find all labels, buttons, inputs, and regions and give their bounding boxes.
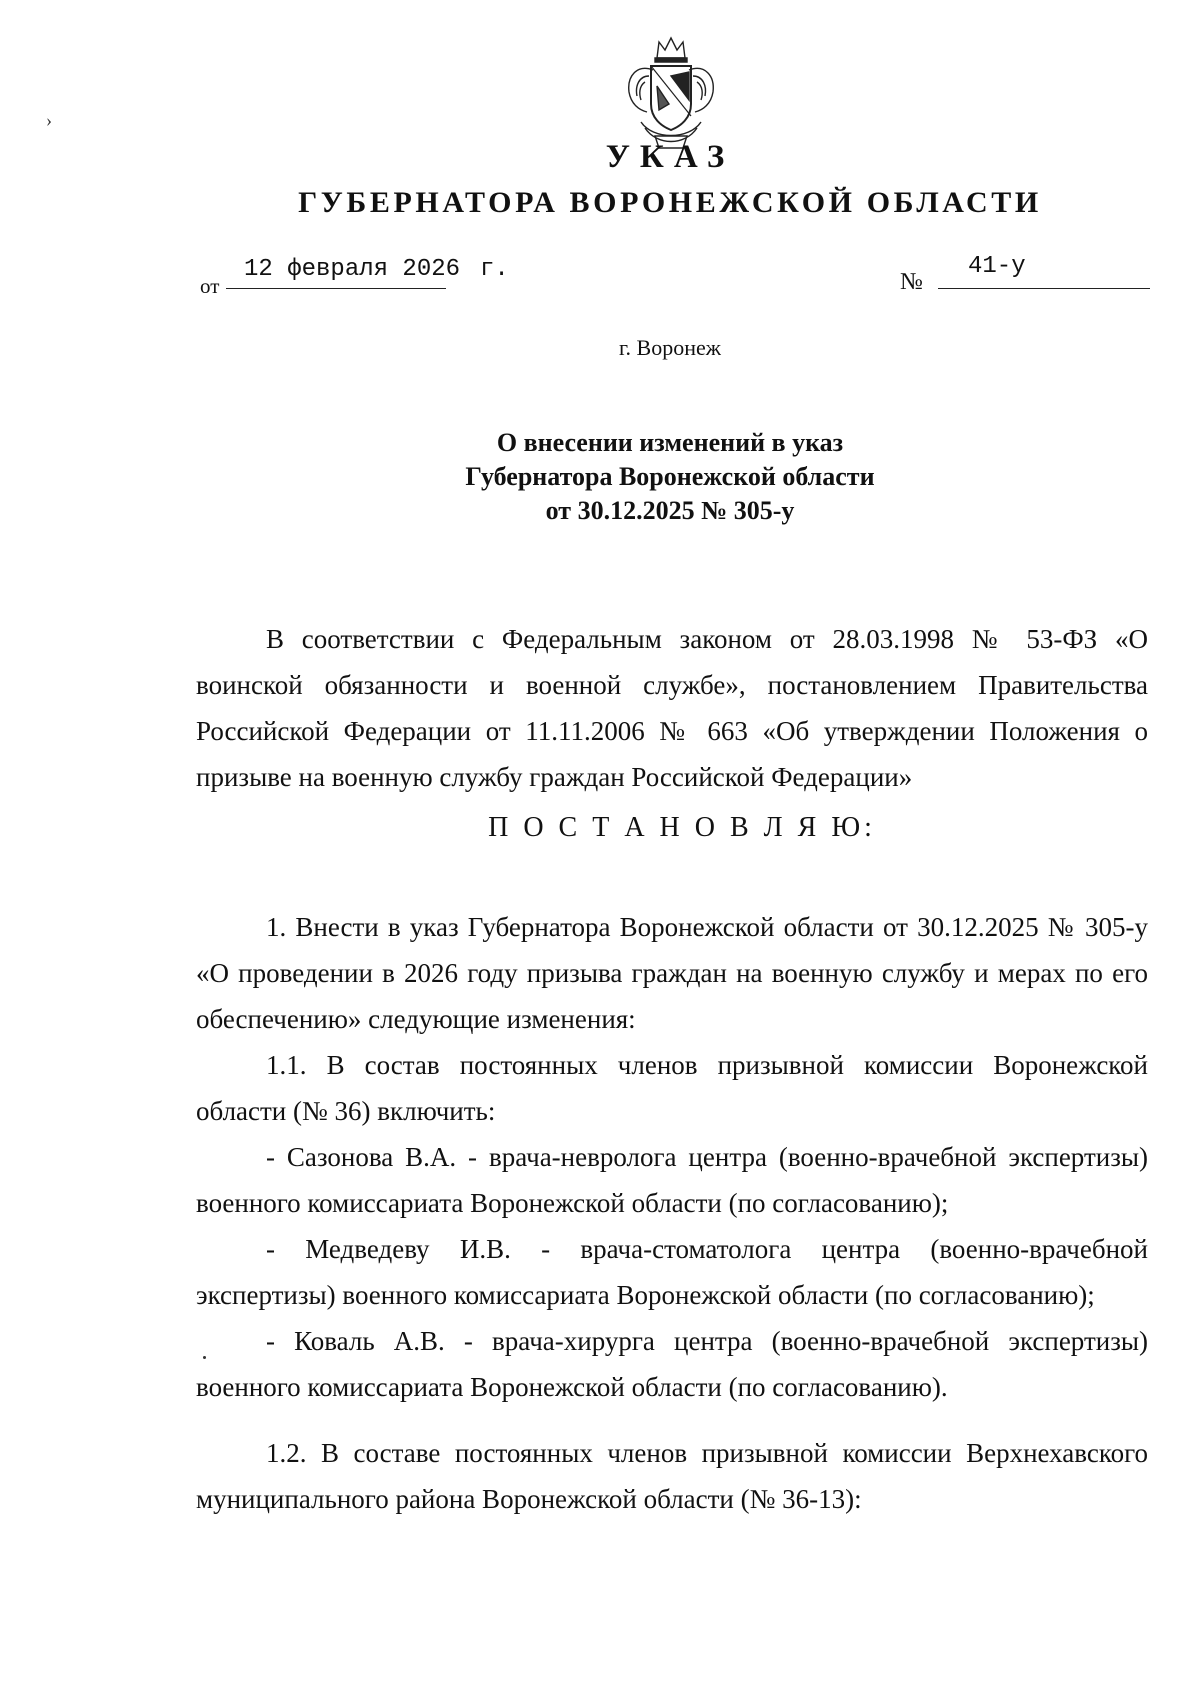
document-date: 12 февраля 2026 (244, 256, 461, 283)
document-subject (0, 426, 1200, 528)
subject-line-3: от 30.12.2025 № 305-у (545, 496, 795, 525)
preamble-paragraph: В соответствии с Федеральным законом от 28.03.1998 № 53-ФЗ «О воинской обязанности и военной службе», постановлением Правительства Российской Федерации от 11.11.2006 № 663 «Об утверждении Положения о призыве на военную службу граждан Российской Федерации» (196, 624, 1148, 792)
date-field (226, 256, 461, 289)
member-item: - Медведеву И.В. - врача-стоматолога центра (военно-врачебной экспертизы) военного комиссариата Воронежской области (по согласованию); (196, 1234, 1148, 1310)
document-number: 41-у (968, 253, 1026, 280)
document-type-title: УКАЗ (605, 139, 735, 175)
coat-of-arms-icon (619, 36, 723, 154)
subject-line-2: Губернатора Воронежской области (465, 462, 875, 491)
city: г. Воронеж (619, 335, 721, 360)
date-number-line (200, 253, 1150, 298)
number-label: № (900, 269, 923, 295)
item-1-1-paragraph: 1.1. В состав постоянных членов призывной комиссии Воронежской области (№ 36) включить: (196, 1050, 1148, 1126)
member-item: - Коваль А.В. - врача-хирурга центра (военно-врачебной экспертизы) военного комиссариата Воронежской области (по согласованию). (196, 1326, 1148, 1402)
date-suffix: г. (480, 256, 509, 283)
scan-speck (203, 1356, 206, 1359)
date-prefix: от (200, 274, 220, 298)
issuer-title: ГУБЕРНАТОРА ВОРОНЕЖСКОЙ ОБЛАСТИ (298, 186, 1042, 219)
corner-mark: › (46, 110, 52, 130)
member-item: - Сазонова В.А. - врача-невролога центра (военно-врачебной экспертизы) военного комиссариата Воронежской области (по согласованию); (196, 1142, 1148, 1218)
document-body (196, 616, 1148, 1522)
number-field (938, 253, 1150, 289)
item-1-2-paragraph: 1.2. В составе постоянных членов призывной комиссии Верхнехавского муниципального района Воронежской области (№ 36-13): (196, 1438, 1148, 1514)
item-1-paragraph: 1. Внести в указ Губернатора Воронежской области от 30.12.2025 № 305-у «О проведении в 2026 году призыва граждан на военную службу и мерах по его обеспечению» следующие изменения: (196, 912, 1148, 1034)
subject-line-1: О внесении изменений в указ (496, 428, 844, 457)
decree-word: П О С Т А Н О В Л Я Ю: (488, 812, 876, 843)
